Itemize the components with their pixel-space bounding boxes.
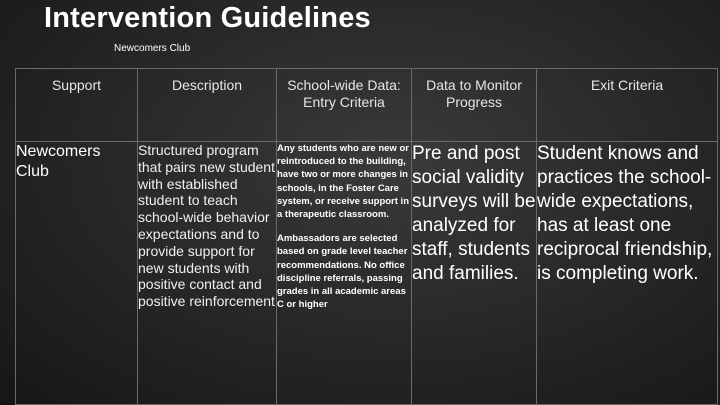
entry-criteria-students: Any students who are new or reintroduced to the building, have two or more changes in schools, in the Foster Care system, or receive support in a therapeutic classroom. — [277, 143, 409, 221]
column-header-entry-criteria: School-wide Data: Entry Criteria — [277, 69, 412, 142]
page-subtitle: Newcomers Club — [114, 43, 191, 54]
column-header-support: Support — [16, 69, 138, 142]
support-cell: Newcomers Club — [16, 142, 138, 405]
page-title: Intervention Guidelines — [44, 2, 371, 34]
description-cell: Structured program that pairs new student with established student to teach school-wide behavior expectations and to provide support for new students with positive contact and positive reinforcement — [138, 142, 277, 405]
table-row — [16, 142, 718, 405]
exit-criteria-cell: Student knows and practices the school-wide expectations, has at least one reciprocal friendship, is completing work. — [537, 142, 718, 405]
column-header-monitor-progress: Data to Monitor Progress — [412, 69, 537, 142]
intervention-table — [15, 68, 718, 405]
entry-criteria-cell — [277, 142, 412, 405]
column-header-description: Description — [138, 69, 277, 142]
entry-criteria-ambassadors: Ambassadors are selected based on grade level teacher recommendations. No office discipline referrals, passing grades in all academic areas C or higher — [277, 233, 408, 311]
column-header-exit-criteria: Exit Criteria — [537, 69, 718, 142]
table-header-row — [16, 69, 718, 142]
monitor-progress-cell: Pre and post social validity surveys will be analyzed for staff, students and families. — [412, 142, 537, 405]
